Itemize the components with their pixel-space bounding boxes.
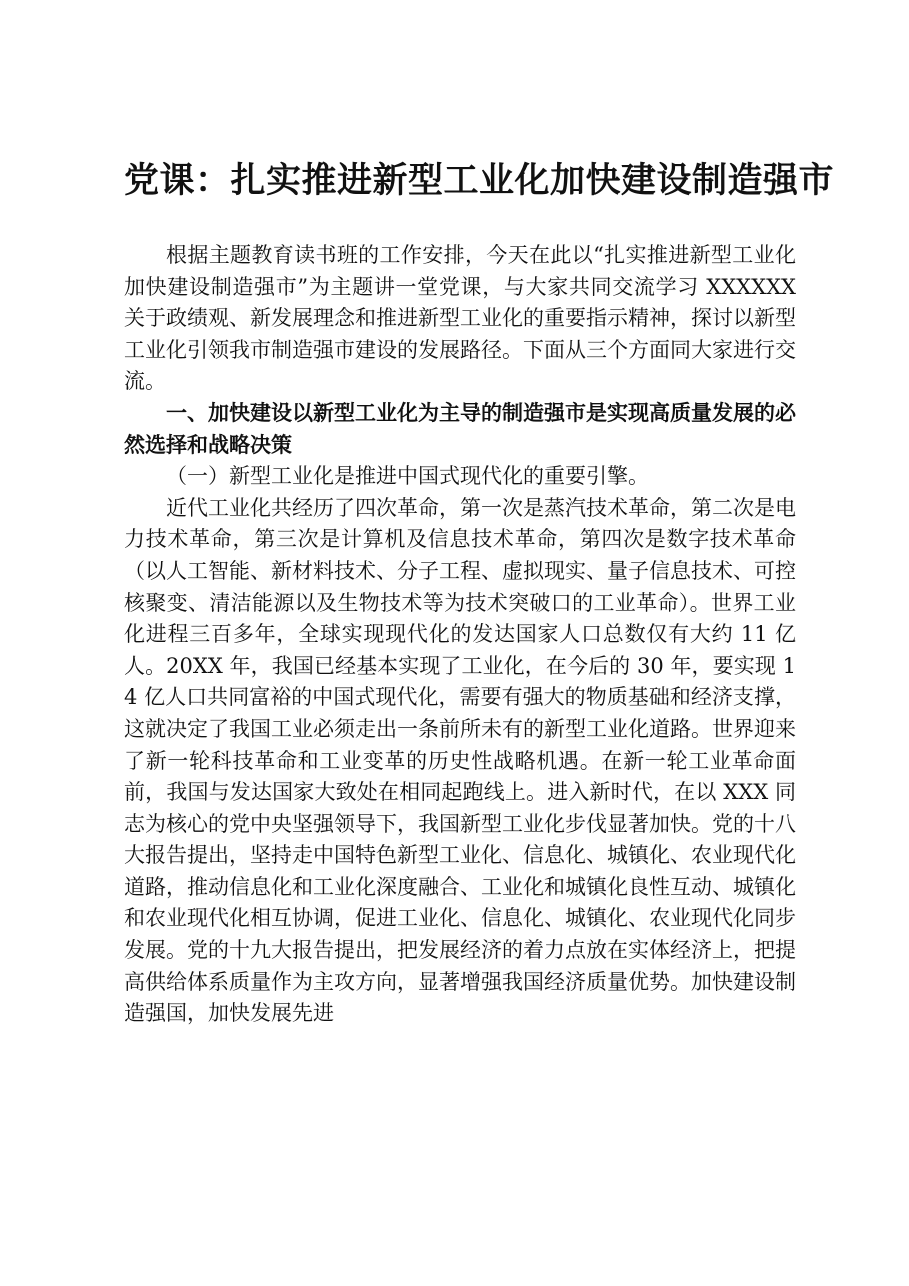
- intro-paragraph: 根据主题教育读书班的工作安排，今天在此以“扎实推进新型工业化加快建设制造强市”为主题讲一堂党课，与大家共同交流学习 XXXXXX 关于政绩观、新发展理念和推进新型工业化的重要指示精神，探讨以新型工业化引领我市制造强市建设的发展路径。下面从三个方面同大家进行交流。: [124, 243, 796, 394]
- document-title: 党课：扎实推进新型工业化加快建设制造强市: [124, 160, 835, 201]
- subsection-heading-1-1: （一）新型工业化是推进中国式现代化的重要引擎。: [166, 464, 649, 489]
- section-heading-1: 一、加快建设以新型工业化为主导的制造强市是实现高质量发展的必然选择和战略决策: [124, 400, 796, 457]
- body-paragraph-1: 近代工业化共经历了四次革命，第一次是蒸汽技术革命，第二次是电力技术革命，第三次是计算机及信息技术革命，第四次是数字技术革命（以人工智能、新材料技术、分子工程、虚拟现实、量子信息技术、可控核聚变、清洁能源以及生物技术等为技术突破口的工业革命）。世界工业化进程三百多年，全球实现现代化的发达国家人口总数仅有大约 11 亿人。20XX 年，我国已经基本实现了工业化，在今后的 30 年，要实现 14 亿人口共同富裕的中国式现代化，需要有强大的物质基础和经济支撑，这就决定了我国工业必须走出一条前所未有的新型工业化道路。世界迎来了新一轮科技革命和工业变革的历史性战略机遇。在新一轮工业革命面前，我国与发达国家大致处在相同起跑线上。进入新时代，在以 XXX 同志为核心的党中央坚强领导下，我国新型工业化步伐显著加快。党的十八大报告提出，坚持走中国特色新型工业化、信息化、城镇化、农业现代化道路，推动信息化和工业化深度融合、工业化和城镇化良性互动、城镇化和农业现代化相互协调，促进工业化、信息化、城镇化、农业现代化同步发展。党的十九大报告提出，把发展经济的着力点放在实体经济上，把提高供给体系质量作为主攻方向，显著增强我国经济质量优势。加快建设制造强国，加快发展先进: [124, 495, 796, 1026]
- document-body: [124, 240, 796, 1030]
